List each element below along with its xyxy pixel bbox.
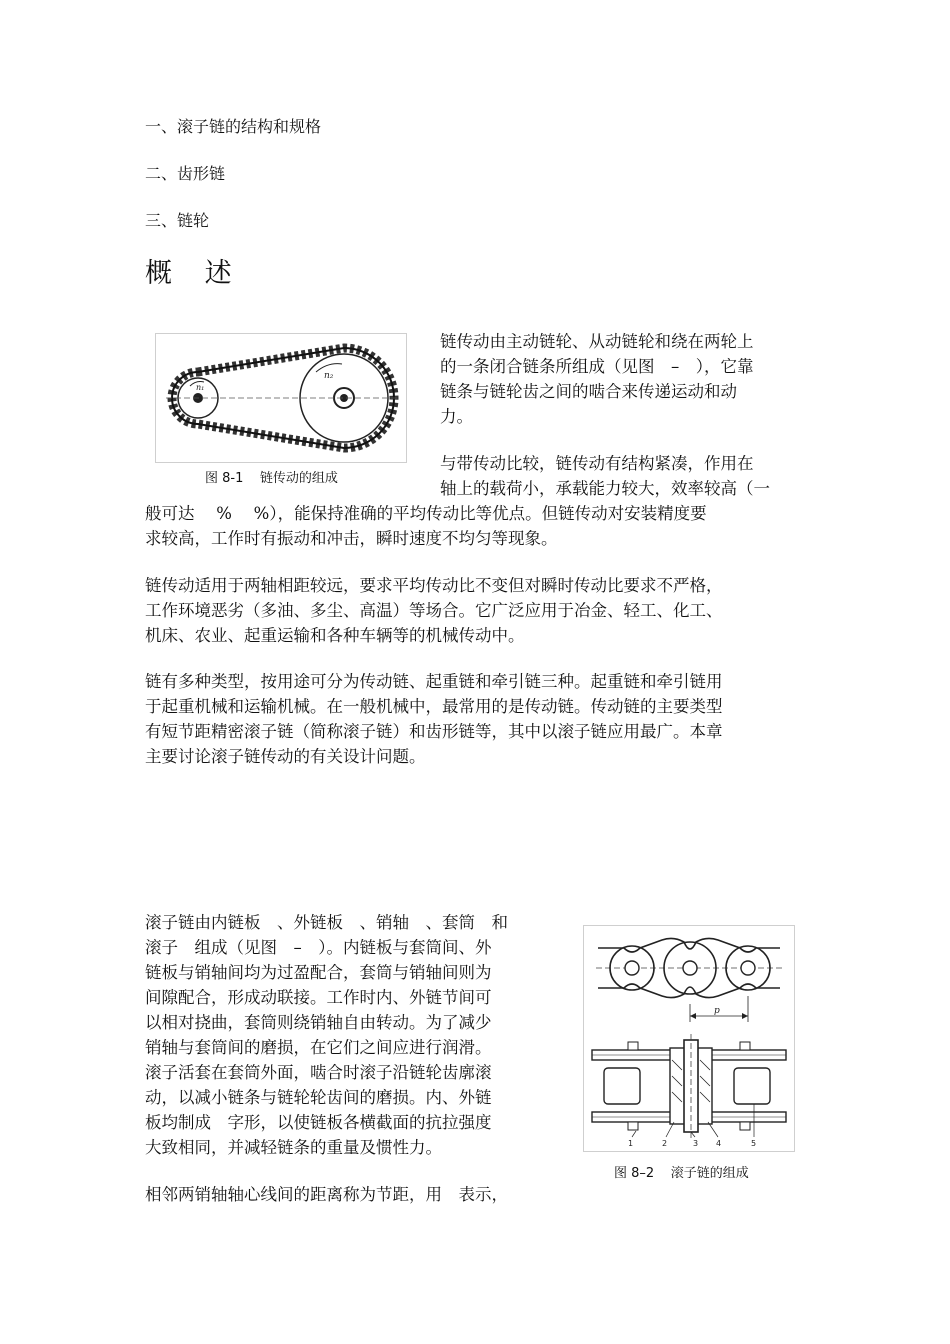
text-line: 轴上的载荷小，承载能力较大，效率较高（一: [440, 479, 770, 498]
overview-paragraph-2-part-a: [440, 451, 806, 501]
figure-roller-chain: [583, 925, 795, 1152]
svg-text:n₂: n₂: [324, 371, 334, 381]
figure2-caption: [614, 1162, 749, 1181]
text-line: 大致相同，并减轻链条的重量及惯性力。: [145, 1138, 442, 1157]
toc-item-2[interactable]: 二、齿形链: [145, 164, 226, 183]
figure-chain-drive: [155, 333, 407, 463]
part-label-4: 4: [716, 1139, 722, 1148]
text-line: 滚子活套在套筒外面，啮合时滚子沿链轮齿廓滚: [145, 1063, 492, 1082]
text-line: 求较高，工作时有振动和冲击，瞬时速度不均匀等现象。: [145, 529, 558, 548]
text-line: 以相对挠曲，套筒则绕销轴自由转动。为了减少: [145, 1013, 492, 1032]
text-line: 动，以减小链条与链轮轮齿间的磨损。内、外链: [145, 1088, 492, 1107]
overview-paragraph-1: [440, 329, 806, 429]
part-label-5: 5: [751, 1139, 757, 1148]
text-line: 间隙配合，形成动联接。工作时内、外链节间可: [145, 988, 492, 1007]
toc-item-3[interactable]: 三、链轮: [145, 211, 210, 230]
text-line: 链传动由主动链轮、从动链轮和绕在两轮上: [440, 332, 754, 351]
text-line: 相邻两销轴轴心线间的距离称为节距，用 表示，: [145, 1185, 508, 1204]
text-line: 主要讨论滚子链传动的有关设计问题。: [145, 747, 426, 766]
pitch-paragraph: [145, 1182, 565, 1207]
text-line: 链传动适用于两轴相距较远，要求平均传动比不变但对瞬时传动比要求不严格，: [145, 576, 723, 595]
text-line: 链板与销轴间均为过盈配合，套筒与销轴间则为: [145, 963, 492, 982]
overview-paragraph-2-part-b: [145, 501, 810, 551]
figure1-caption-text: 链传动的组成: [259, 471, 338, 486]
part-label-2: 2: [662, 1139, 668, 1148]
section-heading-overview: 概 述: [145, 258, 244, 289]
roller-chain-illustration: [584, 926, 794, 1151]
svg-text:n₁: n₁: [196, 383, 205, 392]
figure2-caption-label: 图 8–2: [614, 1166, 655, 1181]
text-line: 销轴与套筒间的磨损，在它们之间应进行润滑。: [145, 1038, 492, 1057]
text-line: 链有多种类型，按用途可分为传动链、起重链和牵引链三种。起重链和牵引链用: [145, 672, 723, 691]
text-line: 机床、农业、起重运输和各种车辆等的机械传动中。: [145, 626, 525, 645]
part-label-1: 1: [628, 1139, 634, 1148]
text-line: 链条与链轮齿之间的啮合来传递运动和动: [440, 382, 737, 401]
svg-text:p: p: [714, 1006, 720, 1016]
figure2-caption-text: 滚子链的组成: [670, 1166, 749, 1181]
text-line: 工作环境恶劣（多油、多尘、高温）等场合。它广泛应用于冶金、轻工、化工、: [145, 601, 723, 620]
text-line: 般可达 % %），能保持准确的平均传动比等优点。但链传动对安装精度要: [145, 504, 707, 523]
overview-paragraph-4: [145, 669, 810, 769]
overview-paragraph-3: [145, 573, 810, 648]
chain-drive-illustration: [156, 334, 406, 462]
text-line: 力。: [440, 407, 473, 426]
text-line: 板均制成 字形，以使链板各横截面的抗拉强度: [145, 1113, 492, 1132]
text-line: 与带传动比较，链传动有结构紧凑，作用在: [440, 454, 754, 473]
text-line: 滚子链由内链板 、外链板 、销轴 、套筒 和: [145, 913, 508, 932]
part-label-3: 3: [693, 1139, 699, 1148]
toc-item-1[interactable]: 一、滚子链的结构和规格: [145, 117, 322, 136]
text-line: 于起重机械和运输机械。在一般机械中，最常用的是传动链。传动链的主要类型: [145, 697, 723, 716]
text-line: 的一条闭合链条所组成（见图 – ），它靠: [440, 357, 754, 376]
roller-chain-paragraph: [145, 910, 553, 1160]
text-line: 有短节距精密滚子链（简称滚子链）和齿形链等，其中以滚子链应用最广。本章: [145, 722, 723, 741]
figure1-caption-label: 图 8-1: [205, 471, 244, 486]
text-line: 滚子 组成（见图 – ）。内链板与套筒间、外: [145, 938, 492, 957]
figure1-caption: [205, 467, 338, 486]
